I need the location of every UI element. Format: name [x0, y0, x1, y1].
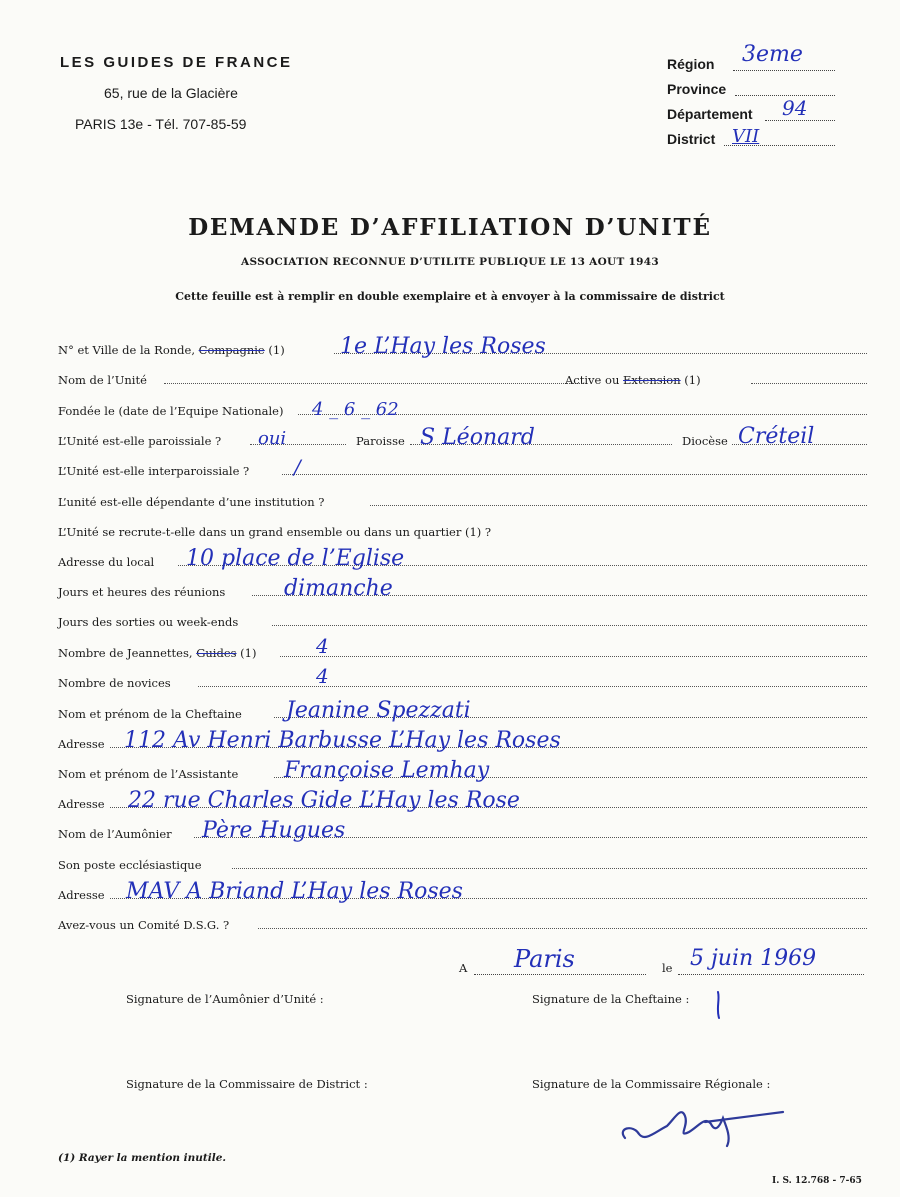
field-ronde-value[interactable]: 1e L’Hay les Roses: [340, 334, 546, 359]
field-active-label: Active ou Extension (1): [565, 373, 701, 387]
field-adresse-assistante-value[interactable]: 22 rue Charles Gide L’Hay les Rose: [128, 788, 520, 813]
field-local: [58, 546, 867, 571]
field-unite: [58, 367, 867, 387]
field-sorties: [58, 609, 867, 629]
commissaire-signature-mark: [615, 1098, 795, 1150]
field-reunions-label: Jours et heures des réunions: [58, 585, 226, 599]
district-value: VII: [732, 126, 760, 147]
field-cheftaine-label: Nom et prénom de la Cheftaine: [58, 707, 242, 721]
departement-value: 94: [782, 96, 808, 120]
field-diocese-value[interactable]: Créteil: [738, 424, 815, 449]
field-paroissiale-value[interactable]: oui: [258, 428, 287, 449]
footnote: (1) Rayer la mention inutile.: [58, 1152, 227, 1164]
place-value[interactable]: Paris: [514, 945, 575, 973]
field-recrute: [58, 519, 867, 539]
form-title: DEMANDE D’AFFILIATION D’UNITÉ: [188, 214, 712, 241]
field-paroissiale-label: L’Unité est-elle paroissiale ?: [58, 434, 222, 448]
signature-aumonier-label: Signature de l’Aumônier d’Unité :: [126, 992, 324, 1006]
field-adresse-aumonier-label: Adresse: [58, 888, 105, 902]
field-local-value[interactable]: 10 place de l’Eglise: [186, 546, 405, 571]
field-interparoissiale-value[interactable]: /: [294, 455, 301, 479]
field-recrute-label: L’Unité se recrute-t-elle dans un grand ensemble ou dans un quartier (1) ?: [58, 525, 492, 539]
field-adresse-aumonier: [58, 879, 867, 904]
org-address: 65, rue de la Glacière: [104, 85, 238, 101]
cheftaine-signature-stroke: [710, 990, 730, 1020]
field-assistante-label: Nom et prénom de l’Assistante: [58, 767, 239, 781]
field-poste-label: Son poste ecclésiastique: [58, 858, 202, 872]
field-ronde: [58, 334, 867, 359]
field-comite-label: Avez-vous un Comité D.S.G. ?: [58, 918, 230, 932]
signature-cheftaine-label: Signature de la Cheftaine :: [532, 992, 690, 1006]
field-fondee-value[interactable]: 4 _ 6 _ 62: [312, 399, 399, 420]
field-paroisse-label: Paroisse: [356, 434, 405, 448]
field-reunions: [58, 576, 867, 601]
field-aumonier-label: Nom de l’Aumônier: [58, 827, 172, 841]
field-adresse-cheftaine-value[interactable]: 112 Av Henri Barbusse L’Hay les Roses: [124, 728, 561, 753]
field-fondee: [58, 398, 867, 418]
field-interparoissiale: [58, 455, 867, 479]
date-label: le: [662, 961, 673, 975]
field-assistante: [58, 758, 867, 783]
field-institution: [58, 489, 867, 509]
field-assistante-value[interactable]: Françoise Lemhay: [284, 758, 490, 783]
field-cheftaine: [58, 698, 867, 723]
field-sorties-label: Jours des sorties ou week-ends: [58, 615, 239, 629]
form-subtitle: ASSOCIATION RECONNUE D’UTILITE PUBLIQUE LE 13 AOUT 1943: [241, 256, 659, 268]
field-jeannettes-value[interactable]: 4: [316, 634, 329, 658]
field-aumonier-value[interactable]: Père Hugues: [202, 818, 346, 843]
field-adresse-aumonier-value[interactable]: MAV A Briand L’Hay les Roses: [126, 879, 463, 904]
org-city-phone: PARIS 13e - Tél. 707-85-59: [75, 116, 247, 132]
field-fondee-label: Fondée le (date de l’Equipe Nationale): [58, 404, 284, 418]
field-adresse-assistante: [58, 788, 867, 813]
field-novices: [58, 664, 867, 690]
province-label: Province: [667, 81, 727, 97]
form-instruction: Cette feuille est à remplir en double exemplaire et à envoyer à la commissaire de district: [175, 290, 725, 303]
field-aumonier: [58, 818, 867, 843]
field-paroissiale: [58, 424, 867, 450]
signature-commissaire-regionale-label: Signature de la Commissaire Régionale :: [532, 1077, 771, 1091]
field-unite-label: Nom de l’Unité: [58, 373, 147, 387]
org-name: LES GUIDES DE FRANCE: [60, 54, 293, 71]
field-institution-label: L’unité est-elle dépendante d’une institution ?: [58, 495, 325, 509]
field-adresse-assistante-label: Adresse: [58, 797, 105, 811]
field-comite: [58, 912, 867, 932]
field-jeannettes: [58, 634, 867, 660]
district-label: District: [667, 131, 716, 147]
date-value[interactable]: 5 juin 1969: [690, 946, 817, 971]
field-adresse-cheftaine-label: Adresse: [58, 737, 105, 751]
field-interparoissiale-label: L’Unité est-elle interparoissiale ?: [58, 464, 250, 478]
field-novices-value[interactable]: 4: [316, 664, 329, 688]
field-poste: [58, 852, 867, 872]
field-cheftaine-value[interactable]: Jeanine Spezzati: [286, 698, 471, 723]
field-jeannettes-label: Nombre de Jeannettes, Guides (1): [58, 646, 257, 660]
field-diocese-label: Diocèse: [682, 434, 728, 448]
signature-commissaire-district-label: Signature de la Commissaire de District :: [126, 1077, 368, 1091]
region-label: Région: [667, 56, 715, 72]
field-local-label: Adresse du local: [58, 555, 155, 569]
field-ronde-label: N° et Ville de la Ronde, Compagnie (1): [58, 343, 285, 357]
field-reunions-value[interactable]: dimanche: [284, 576, 393, 601]
field-paroisse-value[interactable]: S Léonard: [420, 425, 535, 450]
departement-label: Département: [667, 106, 753, 122]
field-adresse-cheftaine: [58, 728, 867, 753]
form-reference: I. S. 12.768 - 7-65: [772, 1176, 862, 1186]
region-value: 3eme: [742, 42, 803, 67]
place-label: A: [459, 961, 468, 975]
field-novices-label: Nombre de novices: [58, 676, 171, 690]
